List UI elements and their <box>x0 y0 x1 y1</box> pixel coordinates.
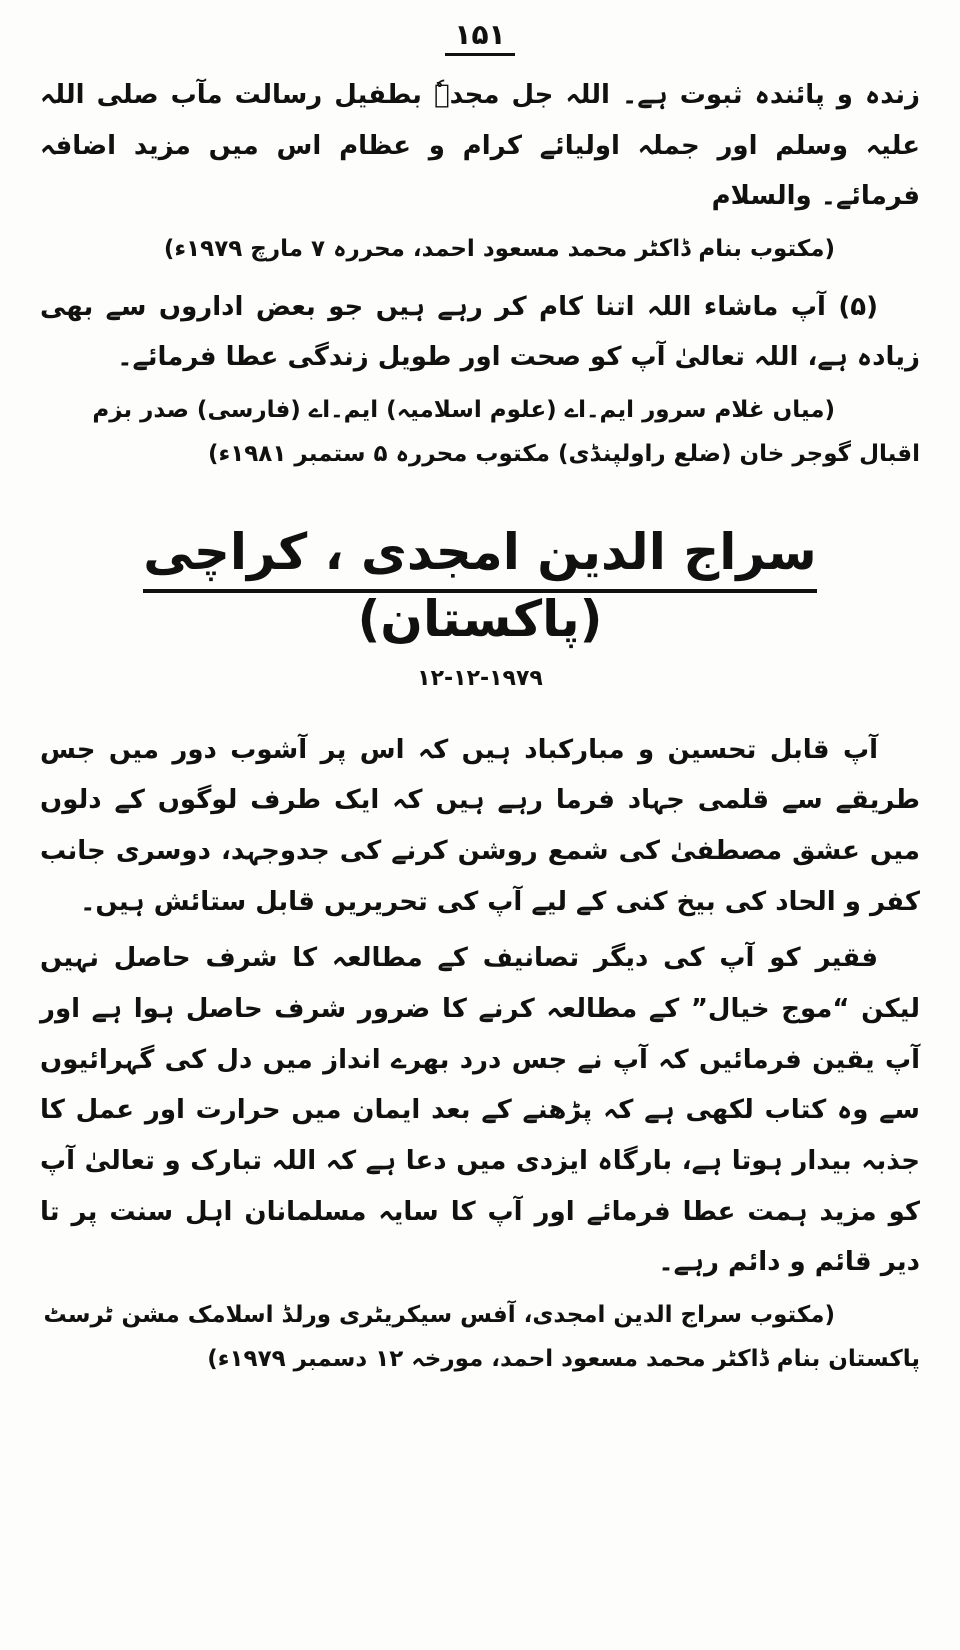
page-number: ۱۵۱ <box>445 18 515 56</box>
text-block <box>40 70 920 1381</box>
heading-date: ۱۲-۱۲-۱۹۷۹ <box>417 665 543 691</box>
paragraph-praise: آپ قابل تحسین و مبارکباد ہیں کہ اس پر آشوب دور میں جس طریقے سے قلمی جہاد فرما رہے ہیں کہ ایک طرف لوگوں کے دلوں میں عشق مصطفیٰ کی شمع روشن کرنے کی جدوجہد، دوسری جانب کفر و الحاد کی بیخ کنی کے لیے آپ کی تحریریں قابل ستائش ہیں۔ <box>40 734 920 917</box>
letter-attribution-3: (مکتوب سراج الدین امجدی، آفس سیکریٹری ورلڈ اسلامک مشن ٹرسٹ پاکستان بنام ڈاکٹر محمد مسعود احمد، مورخہ ۱۲ دسمبر ۱۹۷۹ء) <box>43 1302 920 1372</box>
heading-author-name: سراج الدین امجدی ، کراچی <box>143 523 816 593</box>
letter-attribution-1: (مکتوب بنام ڈاکٹر محمد مسعود احمد، محررہ ۷ مارچ ۱۹۷۹ء) <box>163 236 835 263</box>
paragraph-item-5: (۵) آپ ماشاء اللہ اتنا کام کر رہے ہیں جو بعض اداروں سے بھی زیادہ ہے، اللہ تعالیٰ آپ کو صحت اور طویل زندگی عطا فرمائے۔ <box>40 291 920 373</box>
paragraph-book-review: فقیر کو آپ کی دیگر تصانیف کے مطالعہ کا شرف حاصل نہیں لیکن “موج خیال” کے مطالعہ کرنے کا ضرور شرف حاصل ہوا ہے اور آپ یقین فرمائیں کہ آپ نے جس درد بھرے انداز میں دل کی گہرائیوں سے وہ کتاب لکھی ہے کہ پڑھنے کے بعد ایمان میں حرارت اور عمل کا جذبہ بیدار ہوتا ہے، بارگاہ ایزدی میں دعا ہے کہ اللہ تبارک و تعالیٰ آپ کو مزید ہمت عطا فرمائے اور آپ کا سایہ مسلمانان اہل سنت پر تا دیر قائم و دائم رہے۔ <box>40 943 920 1278</box>
heading-country: (پاکستان) <box>357 590 603 648</box>
section-heading-block <box>40 519 920 691</box>
letter-attribution-2: (میاں غلام سرور ایم۔اے (علوم اسلامیہ) ایم۔اے (فارسی) صدر بزم اقبال گوجر خان (ضلع راولپنڈی) مکتوب محررہ ۵ ستمبر ۱۹۸۱ء) <box>92 397 920 467</box>
section-heading <box>40 519 920 654</box>
paragraph-letter-closing: زندہ و پائندہ ثبوت ہے۔ اللہ جل مجدہٗ بطفیل رسالت مآب صلی اللہ علیہ وسلم اور جملہ اولیائے کرام و عظام اس میں مزید اضافہ فرمائے۔ والسلام <box>40 80 920 212</box>
